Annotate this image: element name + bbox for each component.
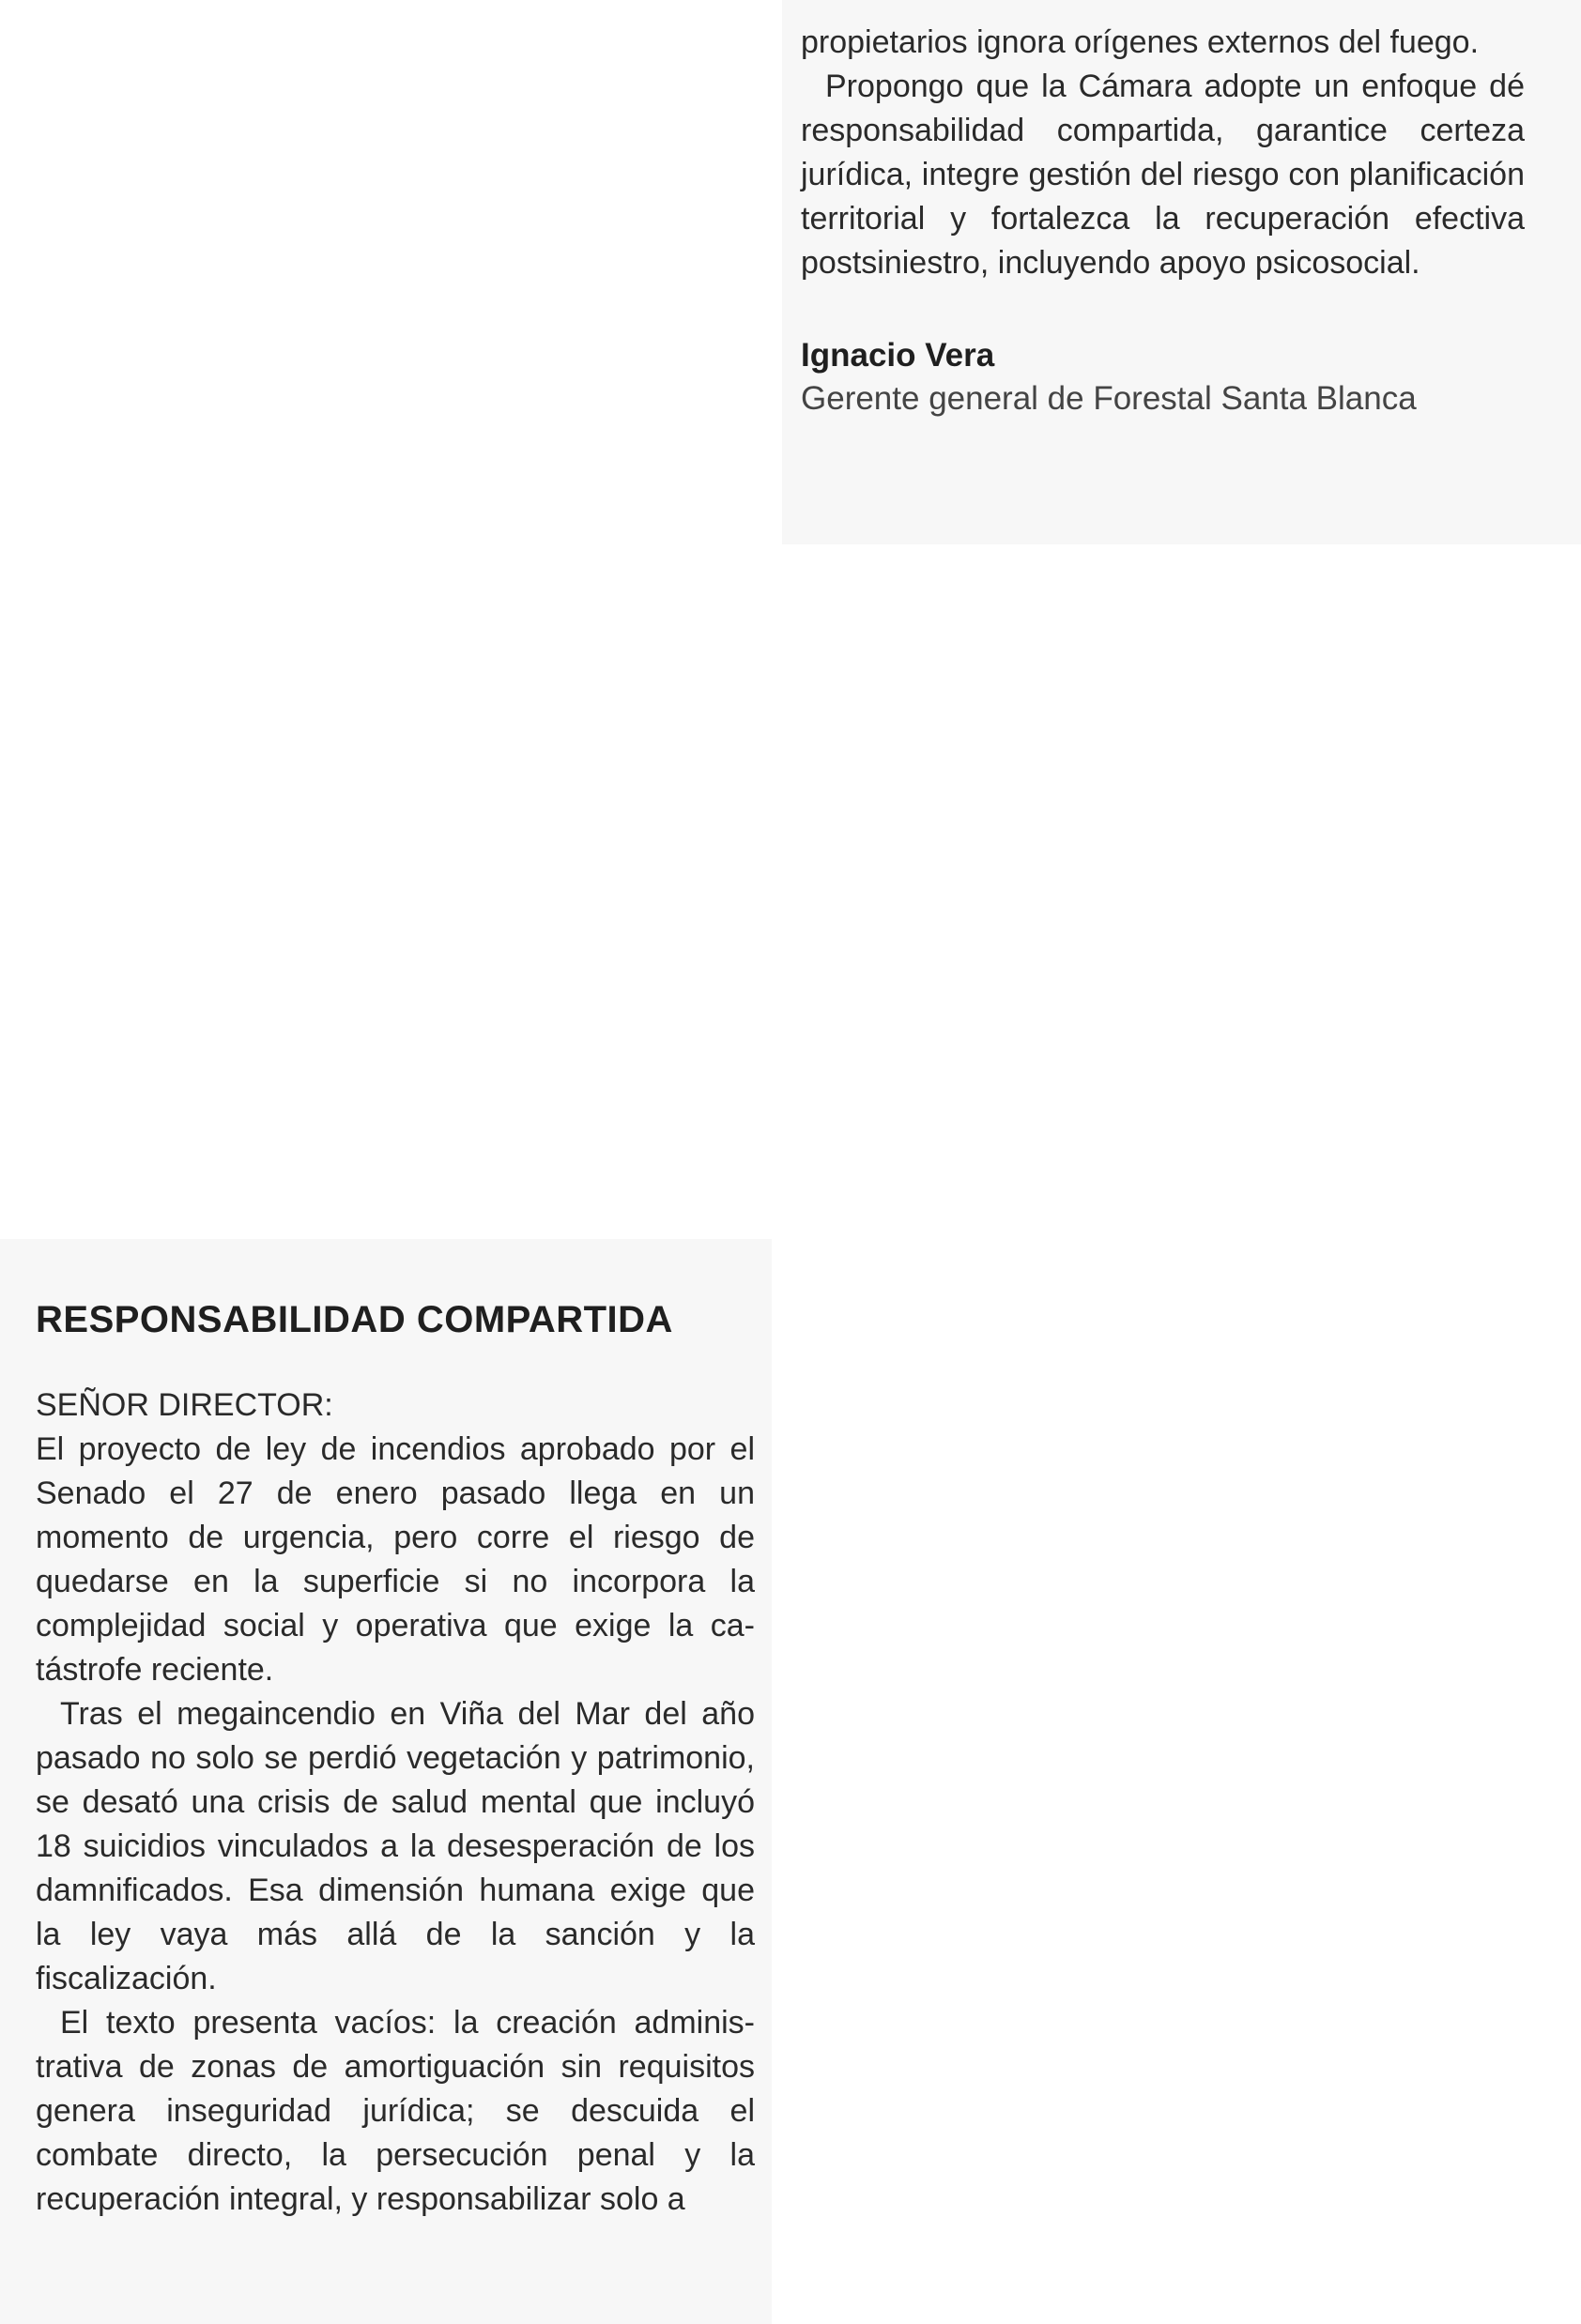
letter-column: [0, 1239, 772, 2324]
signature-block: [801, 334, 1525, 420]
letter-salutation: SEÑOR DIRECTOR:: [36, 1387, 333, 1423]
letter-paragraph: propietarios ignora orígenes externos del fuego.: [801, 24, 1480, 60]
letter-paragraph: Propongo que la Cámara adopte un enfoque dé responsabilidad compartida, garantice certeza jurídica, integre gestión del riesgo con planificación territorial y fortalezca la recuperación efectiva postsiniestro, incluyendo apoyo psicosocial.: [801, 69, 1525, 281]
letter-headline: RESPONSABILIDAD COMPARTIDA: [36, 1299, 673, 1340]
signature-role: Gerente general de Forestal Santa Blanca: [801, 380, 1417, 417]
letter-paragraph: El proyecto de ley de incendios aprobado por el Senado el 27 de enero pasado llega en un momento de urgencia, pero corre el riesgo de quedarse en la superficie si no incorpora la complejidad social y operativa que exige la catástrofe reciente.: [36, 1431, 755, 1688]
letter-paragraph: Tras el megaincendio en Viña del Mar del año pasado no solo se perdió vegetación y patrimonio, se desató una crisis de salud mental que incluyó 18 suicidios vinculados a la desesperación de los damnificados. Esa dimensión humana exige que la ley vaya más allá de la sanción y la fiscalización.: [36, 1696, 755, 1996]
signature-name: Ignacio Vera: [801, 337, 995, 374]
letter-continuation-column: [782, 0, 1581, 544]
letter-paragraph: El texto presenta vacíos: la creación administrativa de zonas de amortiguación sin requisitos genera inseguridad jurídica; se descuida el combate directo, la persecución penal y la recuperación integral, y responsabilizar solo a: [36, 2005, 755, 2217]
